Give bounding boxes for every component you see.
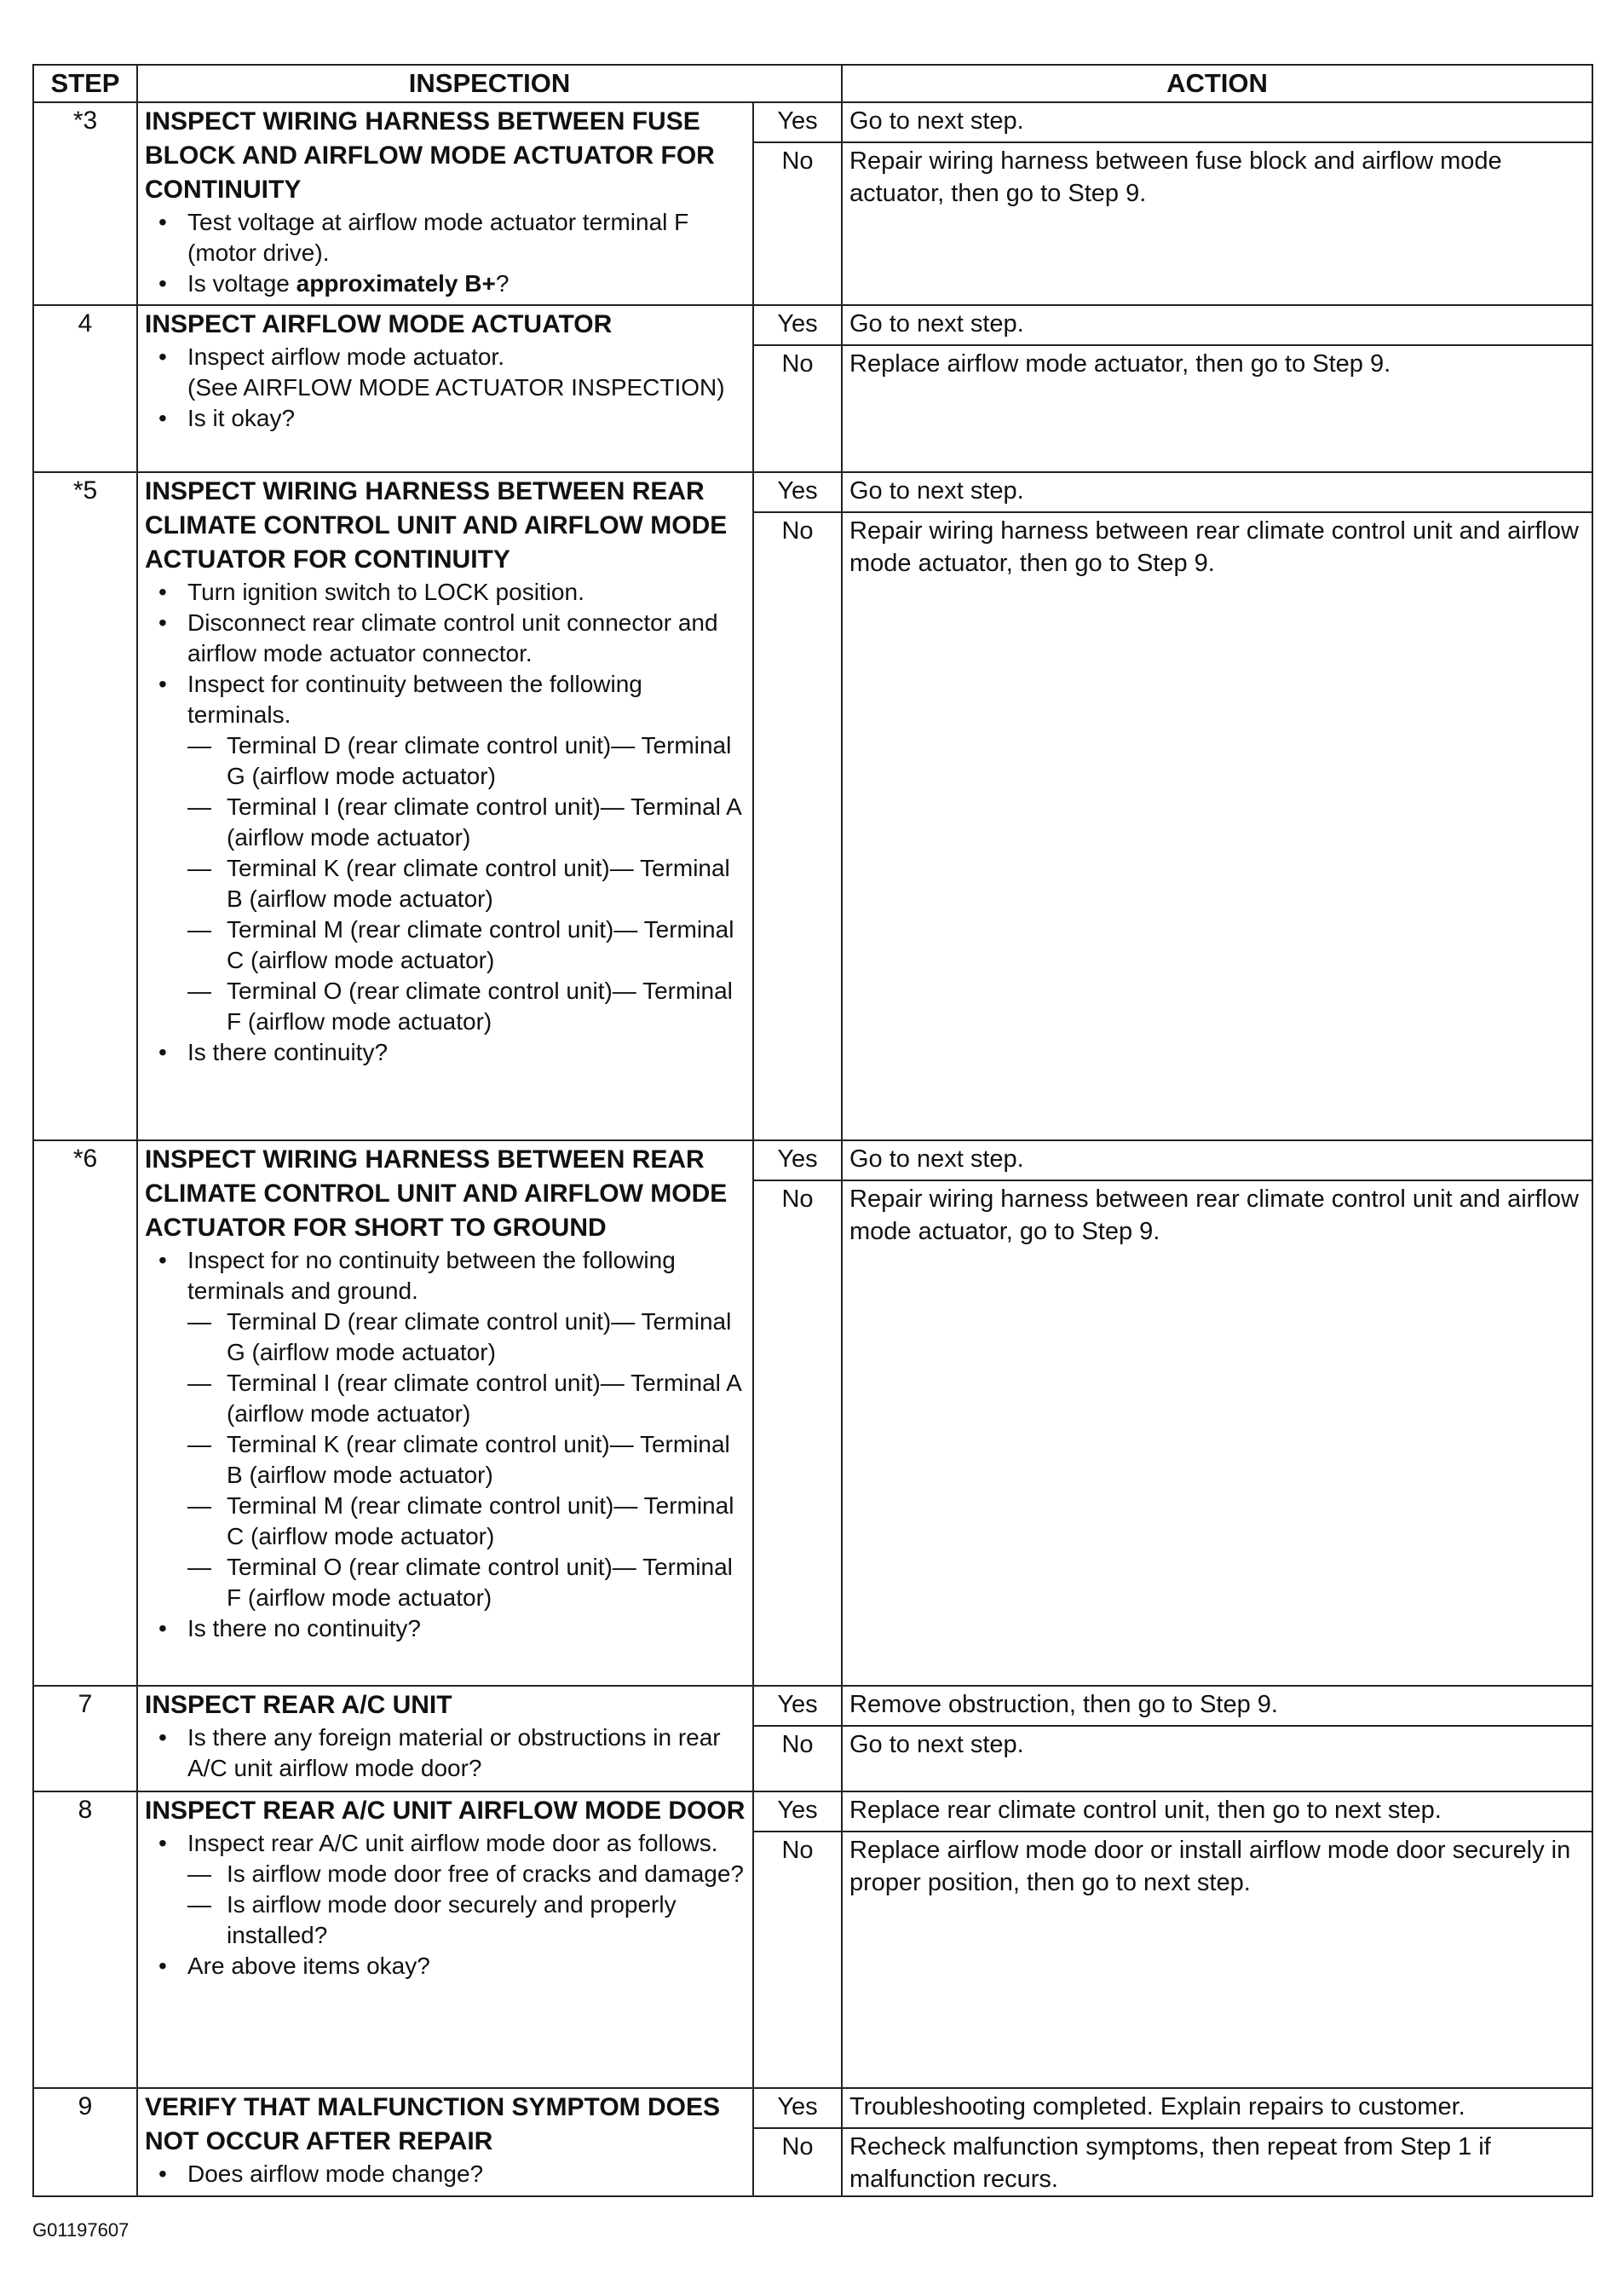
inspection-title: INSPECT REAR A/C UNIT [145,1691,452,1719]
bullet-continuation: (See AIRFLOW MODE ACTUATOR INSPECTION) [187,374,725,401]
step-number: 4 [33,305,137,472]
terminal-pair-item: — Terminal M (rear climate control unit)— Terminal C (airflow mode actuator) [145,914,746,976]
bullet-text: Is voltage [187,270,297,297]
inspection-title: INSPECT WIRING HARNESS BETWEEN FUSE BLOCK AND AIRFLOW MODE ACTUATOR FOR CONTINUITY [145,107,715,204]
no-label: No [781,1731,814,1758]
result-cell [753,1791,842,2088]
inspection-cell [137,1791,753,2088]
action-column-header: ACTION [842,65,1592,102]
action-cell [842,472,1592,1140]
inspection-cell [137,2088,753,2196]
action-cell [842,305,1592,472]
no-action: Repair wiring harness between rear climate control unit and airflow mode actuator, then go to Step 9. [849,517,1579,577]
yes-action: Go to next step. [843,1141,1592,1181]
bullet-item [145,268,746,299]
inspection-cell [137,305,753,472]
table-header-row [33,65,1592,102]
step-number: 7 [33,1686,137,1791]
step-number: *3 [33,102,137,305]
result-cell [753,2088,842,2196]
bullet-item: • Is there no continuity? [145,1613,746,1644]
inspection-cell [137,1686,753,1791]
step-column-header: STEP [33,65,137,102]
terminal-pair-item: — Terminal M (rear climate control unit)— Terminal C (airflow mode actuator) [145,1491,746,1552]
terminal-pair-item: — Terminal O (rear climate control unit)— Terminal F (airflow mode actuator) [145,976,746,1037]
bullet-item: • Is there continuity? [145,1037,746,1068]
yes-action: Go to next step. [843,306,1592,346]
inspection-column-header: INSPECTION [137,65,842,102]
yes-action: Go to next step. [843,473,1592,513]
bullet-text: ? [495,270,510,297]
yes-label: Yes [754,2089,841,2129]
terminal-pair-item: — Terminal K (rear climate control unit)— Terminal B (airflow mode actuator) [145,853,746,914]
action-cell [842,1791,1592,2088]
no-label: No [781,517,814,545]
table-row [33,305,1592,472]
bold-text: approximately B+ [296,270,496,297]
inspection-cell [137,472,753,1140]
yes-action: Remove obstruction, then go to Step 9. [843,1687,1592,1727]
terminal-pair-item: — Terminal O (rear climate control unit)— Terminal F (airflow mode actuator) [145,1552,746,1613]
bullet-item: • Are above items okay? [145,1951,746,1982]
yes-action: Go to next step. [843,103,1592,143]
bullet-item: • Inspect for no continuity between the following terminals and ground. [145,1245,746,1307]
no-action: Replace airflow mode door or install airflow mode door securely in proper position, then go to next step. [849,1837,1571,1896]
step-number: *5 [33,472,137,1140]
yes-label: Yes [754,473,841,513]
yes-label: Yes [754,1792,841,1832]
action-cell [842,102,1592,305]
no-label: No [781,350,814,378]
result-cell [753,1686,842,1791]
no-label: No [781,1837,814,1864]
table-row [33,1140,1592,1686]
bullet-item: • Inspect airflow mode actuator. [145,342,746,372]
no-label: No [781,1185,814,1213]
no-label: No [781,2133,814,2160]
yes-label: Yes [754,1141,841,1181]
action-cell [842,1140,1592,1686]
yes-label: Yes [754,103,841,143]
table-row [33,102,1592,305]
terminal-pair-item: — Terminal I (rear climate control unit)— Terminal A (airflow mode actuator) [145,792,746,853]
no-action: Replace airflow mode actuator, then go to Step 9. [849,350,1391,378]
terminal-pair-item: — Terminal D (rear climate control unit)— Terminal G (airflow mode actuator) [145,1307,746,1368]
check-item: — Is airflow mode door securely and properly installed? [145,1889,746,1951]
inspection-cell [137,1140,753,1686]
troubleshooting-document [32,64,1592,2197]
inspection-title: INSPECT WIRING HARNESS BETWEEN REAR CLIMATE CONTROL UNIT AND AIRFLOW MODE ACTUATOR FOR CONTINUITY [145,477,728,574]
inspection-title: INSPECT WIRING HARNESS BETWEEN REAR CLIMATE CONTROL UNIT AND AIRFLOW MODE ACTUATOR FOR SHORT TO GROUND [145,1145,728,1242]
inspection-cell [137,102,753,305]
inspection-title: INSPECT REAR A/C UNIT AIRFLOW MODE DOOR [145,1797,746,1825]
result-cell [753,472,842,1140]
bullet-item: • Is it okay? [145,403,746,434]
result-cell [753,1140,842,1686]
figure-id: G01197607 [32,2219,130,2241]
bullet-item: • Test voltage at airflow mode actuator terminal F (motor drive). [145,207,746,268]
table-row [33,2088,1592,2196]
terminal-pair-item: — Terminal K (rear climate control unit)— Terminal B (airflow mode actuator) [145,1429,746,1491]
yes-label: Yes [754,306,841,346]
table-row [33,1791,1592,2088]
result-cell [753,305,842,472]
no-label: No [781,147,814,175]
inspection-title: VERIFY THAT MALFUNCTION SYMPTOM DOES NOT OCCUR AFTER REPAIR [145,2093,721,2155]
inspection-title: INSPECT AIRFLOW MODE ACTUATOR [145,310,613,338]
terminal-pair-item: — Terminal D (rear climate control unit)— Terminal G (airflow mode actuator) [145,730,746,792]
check-item: — Is airflow mode door free of cracks and damage? [145,1859,746,1889]
step-number: 9 [33,2088,137,2196]
bullet-item: • Inspect rear A/C unit airflow mode door as follows. [145,1828,746,1859]
yes-label: Yes [754,1687,841,1727]
yes-action: Replace rear climate control unit, then go to next step. [843,1792,1592,1832]
no-action: Repair wiring harness between fuse block and airflow mode actuator, then go to Step 9. [849,147,1502,207]
bullet-item: • Disconnect rear climate control unit connector and airflow mode actuator connector. [145,608,746,669]
bullet-item: • Inspect for continuity between the following terminals. [145,669,746,730]
bullet-item: • Does airflow mode change? [145,2159,746,2189]
action-cell [842,2088,1592,2196]
step-number: *6 [33,1140,137,1686]
troubleshooting-table [32,64,1593,2197]
terminal-pair-item: — Terminal I (rear climate control unit)— Terminal A (airflow mode actuator) [145,1368,746,1429]
bullet-item: • Is there any foreign material or obstructions in rear A/C unit airflow mode door? [145,1722,746,1784]
result-cell [753,102,842,305]
table-row [33,1686,1592,1791]
no-action: Go to next step. [849,1731,1024,1758]
table-row [33,472,1592,1140]
action-cell [842,1686,1592,1791]
step-number: 8 [33,1791,137,2088]
yes-action: Troubleshooting completed. Explain repairs to customer. [843,2089,1592,2129]
bullet-item: • Turn ignition switch to LOCK position. [145,577,746,608]
no-action: Recheck malfunction symptoms, then repeat from Step 1 if malfunction recurs. [849,2133,1491,2193]
no-action: Repair wiring harness between rear climate control unit and airflow mode actuator, go to Step 9. [849,1185,1579,1245]
